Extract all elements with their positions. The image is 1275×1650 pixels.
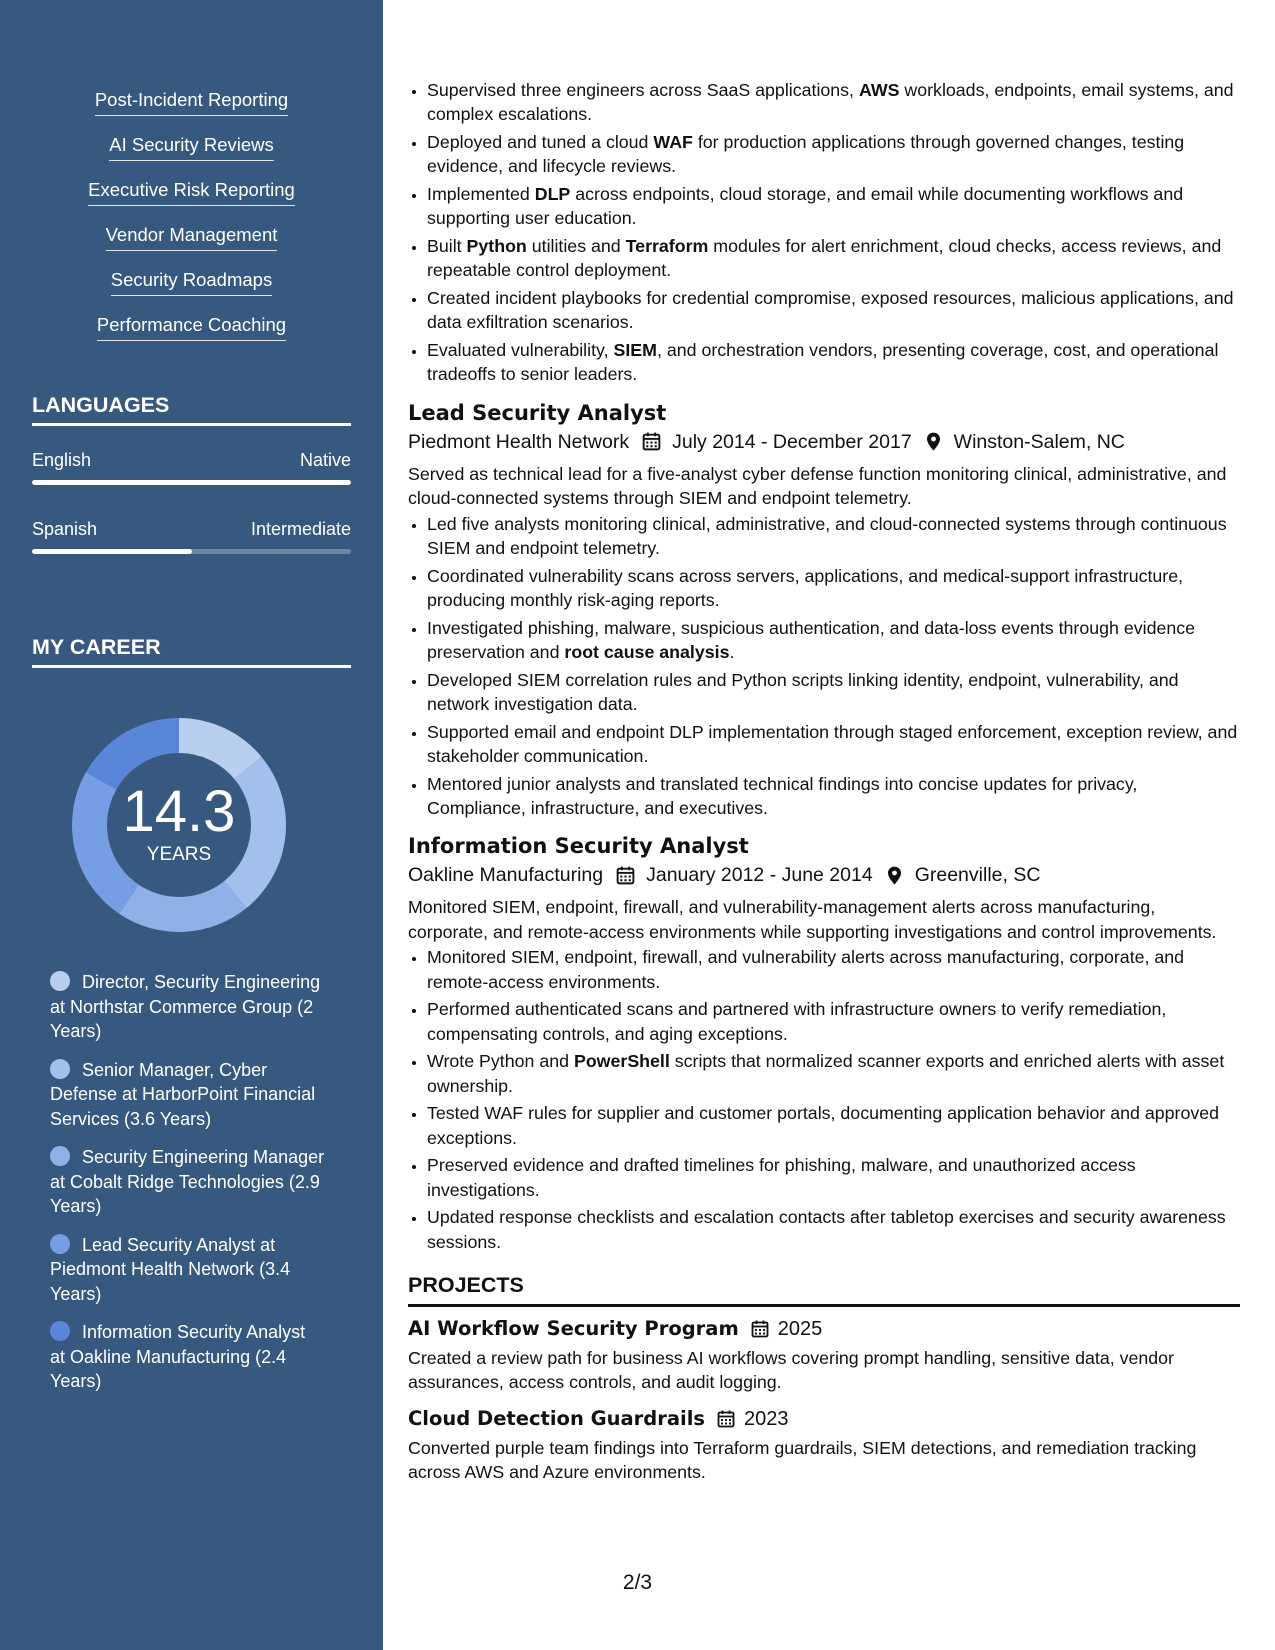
bullet-text: workloads, endpoints, email systems, and complex escalations.	[427, 80, 1234, 125]
legend-dot	[50, 1059, 70, 1079]
bullet-keyword: DLP	[534, 184, 571, 204]
bullet-text: Led five analysts monitoring clinical, administrative, and cloud-connected systems through continuous SIEM and endpoint telemetry.	[427, 513, 1227, 559]
skill-item: Performance Coaching	[0, 313, 383, 341]
calendar-icon	[750, 1319, 770, 1339]
bullet-text: Tested WAF rules for supplier and customer portals, documenting application behavior and approved exceptions.	[427, 1103, 1220, 1148]
job-dates: July 2014 - December 2017	[672, 430, 912, 453]
map-pin-icon	[923, 431, 944, 452]
bullet-item	[427, 668, 1240, 717]
project-description: Converted purple team findings into Terraform guardrails, SIEM detections, and remediation tracking across AWS and Azure environments.	[408, 1437, 1197, 1483]
project-header	[408, 1315, 1240, 1343]
language-level: Native	[299, 450, 351, 470]
page-number: 2/3	[622, 1571, 653, 1594]
career-legend-label: Senior Manager, Cyber Defense at HarborPoint Financial Services (3.6 Years)	[50, 1059, 316, 1129]
language-name: English	[32, 450, 92, 470]
bullet-keyword: Terraform	[625, 236, 709, 256]
bullet-item	[427, 720, 1240, 769]
projects-heading: PROJECTS	[408, 1272, 1240, 1307]
projects-list	[408, 1315, 1240, 1485]
bullet-text: Developed SIEM correlation rules and Python scripts linking identity, endpoint, vulnerability, and network investigation data.	[427, 669, 1179, 715]
bullet-text: Created incident playbooks for credential compromise, exposed resources, malicious applications, and data exfiltration scenarios.	[427, 288, 1234, 333]
project-entry	[408, 1405, 1240, 1485]
bullet-text: , and orchestration vendors, presenting coverage, cost, and operational tradeoffs to senior leaders.	[427, 340, 1219, 385]
project-year: 2023	[744, 1407, 789, 1430]
bullet-keyword: SIEM	[613, 340, 657, 360]
language-bar	[32, 549, 351, 554]
job-meta	[408, 428, 1240, 456]
job-title: Information Security Analyst	[408, 834, 749, 859]
bullet-item	[427, 286, 1240, 335]
bullet-text: Supported email and endpoint DLP implementation through staged enforcement, exception review, and stakeholder communication.	[427, 721, 1238, 767]
career-legend-item	[50, 1145, 325, 1219]
job-location: Greenville, SC	[914, 864, 1041, 887]
bullet-keyword: AWS	[858, 80, 900, 100]
legend-dot	[50, 1234, 70, 1254]
languages-heading: LANGUAGES	[32, 392, 351, 426]
project-description: Created a review path for business AI workflows covering prompt handling, sensitive data, vendor assurances, access controls, and audit logging.	[408, 1348, 1174, 1393]
career-total-unit: YEARS	[146, 844, 212, 865]
map-pin-icon	[884, 865, 905, 886]
skill-item: Security Roadmaps	[0, 268, 383, 296]
calendar-icon	[716, 1409, 736, 1429]
bullet-text: Deployed and tuned a cloud	[427, 132, 654, 152]
project-header	[408, 1405, 1240, 1433]
bullet-text: .	[729, 642, 735, 663]
experience-list	[408, 399, 1240, 1254]
job-summary: Served as technical lead for a five-analyst cyber defense function monitoring clinical, administrative, and cloud-connected systems through SIEM and endpoint telemetry.	[408, 463, 1227, 509]
company-name: Piedmont Health Network	[408, 430, 630, 453]
date-icon-wrap	[716, 1409, 736, 1429]
career-legend-label: Security Engineering Manager at Cobalt Ridge Technologies (2.9 Years)	[50, 1147, 325, 1216]
bullet-keyword: root cause analysis	[564, 642, 730, 663]
job-summary: Monitored SIEM, endpoint, firewall, and vulnerability-management alerts across manufacturing, corporate, and remote-access environments while supporting investigations and control improvements.	[408, 897, 1217, 942]
skill-item: Post-Incident Reporting	[0, 88, 383, 116]
bullet-text: across endpoints, cloud storage, and email while documenting workflows and supporting user education.	[427, 184, 1184, 229]
career-legend-label: Information Security Analyst at Oakline Manufacturing (2.4 Years)	[50, 1322, 306, 1391]
bullet-text: Performed authenticated scans and partnered with infrastructure owners to verify remediation, compensating controls, and aging exceptions.	[427, 999, 1167, 1044]
bullet-text: scripts that normalized scanner exports and enriched alerts with asset ownership.	[427, 1051, 1225, 1096]
skill-item: AI Security Reviews	[0, 133, 383, 161]
skill-item: Executive Risk Reporting	[0, 178, 383, 206]
language-bar-fill	[32, 480, 351, 485]
job-dates: January 2012 - June 2014	[646, 864, 873, 887]
bullet-item	[427, 997, 1240, 1046]
language-bar	[32, 480, 351, 485]
bullet-item	[427, 945, 1240, 994]
bullet-text: Updated response checklists and escalation contacts after tabletop exercises and security awareness sessions.	[427, 1207, 1226, 1252]
bullet-text: for production applications through governed changes, testing evidence, and lifecycle reviews.	[427, 132, 1185, 177]
bullet-item	[427, 772, 1240, 821]
donut-slice-3	[119, 881, 246, 932]
legend-dot	[50, 971, 70, 991]
bullet-text: utilities and	[526, 236, 626, 256]
company-name: Oakline Manufacturing	[408, 864, 604, 887]
project-title: AI Workflow Security Program	[408, 1317, 739, 1341]
career-legend-label: Lead Security Analyst at Piedmont Health Network (3.4 Years)	[50, 1234, 291, 1304]
legend-dot	[50, 1146, 70, 1166]
language-bar-fill	[32, 549, 192, 554]
date-icon-wrap	[750, 1319, 770, 1339]
bullet-item	[427, 1205, 1240, 1254]
job-bullets	[408, 945, 1240, 1254]
bullet-item	[427, 338, 1240, 387]
job-meta	[408, 861, 1240, 889]
project-title: Cloud Detection Guardrails	[408, 1406, 705, 1430]
career-legend-item	[50, 1058, 325, 1132]
experience-entry	[408, 399, 1240, 821]
bullet-item	[427, 564, 1240, 613]
language-row	[32, 449, 351, 471]
bullet-text: modules for alert enrichment, cloud checks, access reviews, and repeatable control deployment.	[427, 236, 1222, 281]
career-donut-chart	[64, 710, 294, 940]
bullet-text: Preserved evidence and drafted timelines for phishing, malware, and unauthorized access investigations.	[427, 1155, 1136, 1200]
bullet-text: Investigated phishing, malware, suspicious authentication, and data-loss events through evidence preservation and	[427, 617, 1196, 663]
bullet-item	[427, 130, 1240, 179]
bullet-keyword: Python	[466, 236, 527, 256]
language-row	[32, 518, 351, 540]
language-name: Spanish	[32, 519, 98, 539]
bullet-item	[427, 1153, 1240, 1202]
bullet-item	[427, 78, 1240, 127]
bullet-text: Built	[427, 236, 467, 256]
skill-item: Vendor Management	[0, 223, 383, 251]
calendar-icon	[615, 865, 636, 886]
bullet-keyword: WAF	[653, 132, 693, 152]
date-icon-wrap	[641, 431, 662, 452]
job-location: Winston-Salem, NC	[953, 430, 1125, 453]
previous-role-bullets	[408, 78, 1240, 387]
career-heading: MY CAREER	[32, 634, 351, 668]
bullet-keyword: PowerShell	[573, 1051, 670, 1072]
bullet-item	[427, 1101, 1240, 1150]
legend-dot	[50, 1321, 70, 1341]
bullet-item	[427, 616, 1240, 665]
career-legend	[50, 970, 325, 1408]
bullet-item	[427, 182, 1240, 231]
project-year: 2025	[777, 1318, 823, 1341]
bullet-text: Monitored SIEM, endpoint, firewall, and vulnerability alerts across manufacturing, corporate, and remote-access environments.	[427, 947, 1185, 992]
job-bullets	[408, 512, 1240, 821]
bullet-text: Supervised three engineers across SaaS applications,	[427, 80, 859, 100]
career-total-years: 14.3	[122, 779, 236, 844]
career-legend-item	[50, 970, 325, 1044]
location-icon-wrap	[884, 865, 905, 886]
main-content	[408, 78, 1240, 1495]
career-legend-item	[50, 1233, 325, 1307]
language-level: Intermediate	[250, 519, 351, 539]
bullet-text: Evaluated vulnerability,	[427, 340, 614, 360]
project-entry	[408, 1315, 1240, 1395]
sidebar	[0, 0, 383, 1650]
location-icon-wrap	[923, 431, 944, 452]
bullet-text: Wrote Python and	[427, 1051, 574, 1072]
bullet-item	[427, 1049, 1240, 1098]
career-legend-item	[50, 1320, 325, 1394]
bullet-item	[427, 234, 1240, 283]
experience-entry	[408, 832, 1240, 1254]
bullet-item	[427, 512, 1240, 561]
date-icon-wrap	[615, 865, 636, 886]
calendar-icon	[641, 431, 662, 452]
bullet-text: Coordinated vulnerability scans across servers, applications, and medical-support infrastructure, producing monthly risk-aging reports.	[427, 565, 1184, 611]
bullet-text: Mentored junior analysts and translated technical findings into concise updates for privacy, Compliance, infrastructure, and executives.	[427, 773, 1138, 819]
career-legend-label: Director, Security Engineering at Northstar Commerce Group (2 Years)	[50, 972, 321, 1041]
bullet-text: Implemented	[427, 184, 535, 204]
job-title: Lead Security Analyst	[408, 400, 667, 425]
